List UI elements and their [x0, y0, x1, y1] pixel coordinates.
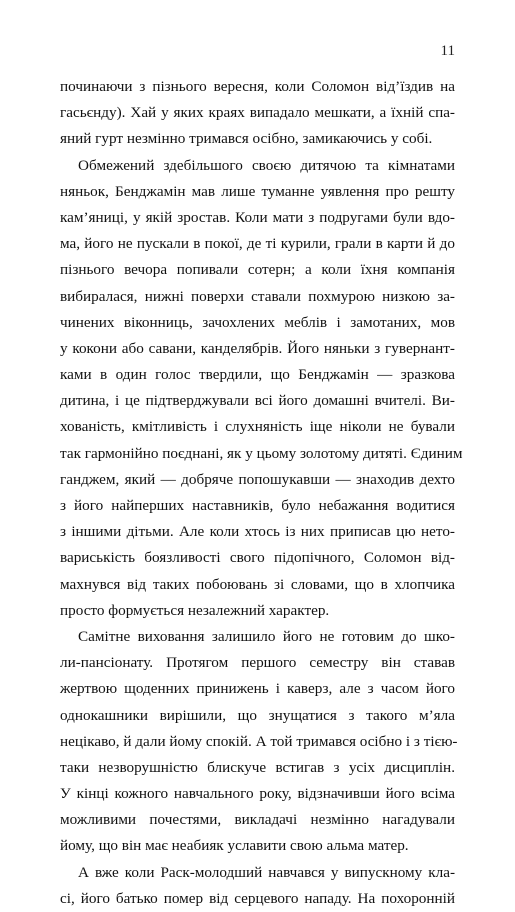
text-line: вариськість боязливості свого підопічного, Соломон від-	[60, 549, 455, 567]
paragraph-4	[60, 860, 455, 912]
body-text	[60, 74, 463, 912]
text-line: чинених віконниць, зачохлених меблів і замотаних, мов	[60, 313, 455, 331]
text-line: з його найперших наставників, було небажання водитися	[60, 497, 455, 514]
text-line: няньок, Бенджамін мав лише туманне уявлення про решту	[60, 182, 455, 200]
text-line: ли-пансіонату. Протягом першого семестру він ставав	[60, 654, 455, 672]
text-line: махнувся від таких побоювань зі словами, що в хлопчика	[60, 575, 455, 593]
text-line: просто формується незалежний характер.	[60, 601, 330, 619]
text-line: так гармонійно поєднані, як у цьому золотому дитяті. Єдиним	[60, 444, 463, 462]
text-line: кам’яниці, у якій зростав. Коли мати з подругами були вдо-	[60, 208, 455, 226]
text-line: У кінці кожного навчального року, відзначивши його всіма	[60, 785, 455, 803]
text-line: Обмежений здебільшого своєю дитячою та кімнатами	[78, 156, 455, 174]
text-line: А вже коли Раск-молодший навчався у випускному кла-	[78, 863, 455, 881]
text-line: дитина, і це підтверджували всі його домашні вчителі. Ви-	[60, 392, 455, 410]
paragraph-2	[60, 153, 463, 624]
text-line: жертвою щоденних принижень і каверз, але з часом його	[60, 680, 455, 698]
page-number: 11	[440, 43, 455, 59]
text-line: ганджем, який — добряче попошукавши — знаходив дехто	[60, 470, 455, 488]
text-line: починаючи з пізнього вересня, коли Соломон від’їздив на	[60, 78, 455, 95]
text-line: пізнього вечора попивали сотерн; а коли їхня компанія	[60, 261, 455, 279]
text-line: можливими почестями, викладачі незмінно нагадували	[60, 811, 455, 829]
text-line: Самітне виховання залишило його не готовим до шко-	[78, 627, 455, 645]
text-line: сі, його батько помер від серцевого нападу. На похоронній	[60, 889, 455, 907]
text-line: з іншими дітьми. Але коли хтось із них приписав цю нето-	[60, 523, 455, 541]
paragraph-3	[60, 624, 458, 860]
text-line: вибиралася, нижні поверхи ставали похмурою низкою за-	[60, 287, 455, 305]
text-line: у кокони або савани, канделябрів. Його няньки з гувернант-	[60, 339, 455, 357]
text-line: йому, що він має неабияк уславити свою альма матер.	[60, 837, 409, 855]
text-line: яний гурт незмінно тримався осібно, замикаючись у собі.	[60, 130, 433, 148]
text-line: ма, його не пускали в покої, де ті курили, грали в карти й до	[60, 235, 455, 253]
text-line: ками в один голос твердили, що Бенджамін — зразкова	[60, 366, 455, 384]
text-line: однокашники вирішили, що знущатися з такого м’яла	[60, 706, 455, 724]
text-line: таки незворушністю блискуче встигав з усіх дисциплін.	[60, 758, 455, 776]
text-line: хованість, кмітливість і слухняність іще ніколи не бували	[60, 418, 455, 436]
paragraph-1	[60, 74, 455, 153]
text-line: гасьєнду). Хай у яких краях випадало мешкати, а їхній спа-	[60, 104, 455, 122]
text-line: нецікаво, й дали йому спокій. А той тримався осібно і з тією-	[60, 732, 458, 750]
